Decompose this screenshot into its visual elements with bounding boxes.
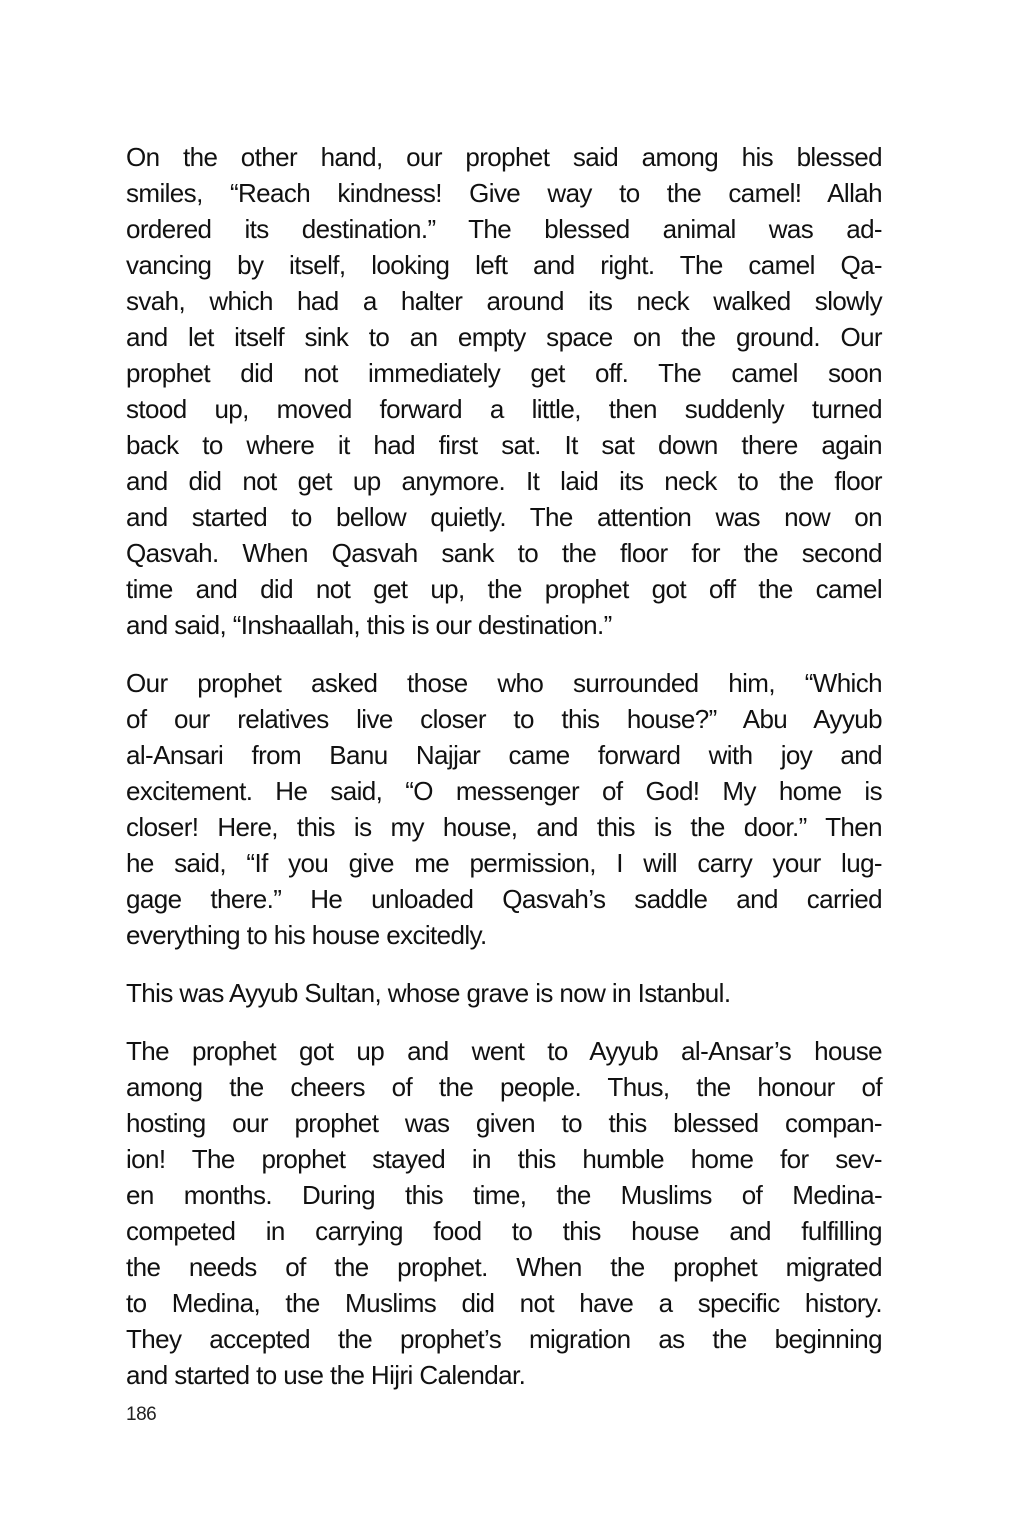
paragraph-2 <box>126 665 882 953</box>
text-line: vancing by itself, looking left and right. The camel Qa- <box>126 250 882 280</box>
text-line: back to where it had first sat. It sat down there again <box>126 430 882 460</box>
text-line: Our prophet asked those who surrounded him, “Which <box>126 668 882 698</box>
text-line: everything to his house excitedly. <box>126 920 487 950</box>
text-line: hosting our prophet was given to this blessed compan- <box>126 1108 882 1138</box>
text-line: prophet did not immediately get off. The camel soon <box>126 358 882 388</box>
text-line: stood up, moved forward a little, then suddenly turned <box>126 394 882 424</box>
text-line: he said, “If you give me permission, I will carry your lug- <box>126 848 882 878</box>
text-line: and did not get up anymore. It laid its neck to the floor <box>126 466 882 496</box>
text-line: ion! The prophet stayed in this humble home for sev- <box>126 1144 882 1174</box>
text-line: time and did not get up, the prophet got off the camel <box>126 574 882 604</box>
text-line: al-Ansari from Banu Najjar came forward with joy and <box>126 740 882 770</box>
text-line: en months. During this time, the Muslims of Medina- <box>126 1180 882 1210</box>
text-line: ordered its destination.” The blessed animal was ad- <box>126 214 882 244</box>
page-number: 186 <box>126 1404 157 1425</box>
text-line: smiles, “Reach kindness! Give way to the camel! Allah <box>126 178 882 208</box>
text-line: They accepted the prophet’s migration as the beginning <box>126 1324 882 1354</box>
text-line: and started to bellow quietly. The attention was now on <box>126 502 882 532</box>
text-line: of our relatives live closer to this house?” Abu Ayyub <box>126 704 882 734</box>
text-line: This was Ayyub Sultan, whose grave is now in Istanbul. <box>126 978 731 1008</box>
text-line: svah, which had a halter around its neck walked slowly <box>126 286 882 316</box>
paragraph-1 <box>126 139 882 643</box>
text-line: and said, “Inshaallah, this is our destination.” <box>126 610 612 640</box>
paragraph-4 <box>126 1033 882 1393</box>
text-line: excitement. He said, “O messenger of God! My home is <box>126 776 882 806</box>
text-line: to Medina, the Muslims did not have a specific history. <box>126 1288 882 1318</box>
text-line: among the cheers of the people. Thus, the honour of <box>126 1072 882 1102</box>
text-line: competed in carrying food to this house and fulfilling <box>126 1216 882 1246</box>
text-line: the needs of the prophet. When the prophet migrated <box>126 1252 882 1282</box>
text-line: and started to use the Hijri Calendar. <box>126 1360 526 1390</box>
text-line: closer! Here, this is my house, and this is the door.” Then <box>126 812 882 842</box>
paragraph-3 <box>126 975 882 1011</box>
text-line: and let itself sink to an empty space on the ground. Our <box>126 322 882 352</box>
text-line: The prophet got up and went to Ayyub al-Ansar’s house <box>126 1036 882 1066</box>
text-line: On the other hand, our prophet said among his blessed <box>126 142 882 172</box>
text-line: gage there.” He unloaded Qasvah’s saddle and carried <box>126 884 882 914</box>
text-line: Qasvah. When Qasvah sank to the floor for the second <box>126 538 882 568</box>
